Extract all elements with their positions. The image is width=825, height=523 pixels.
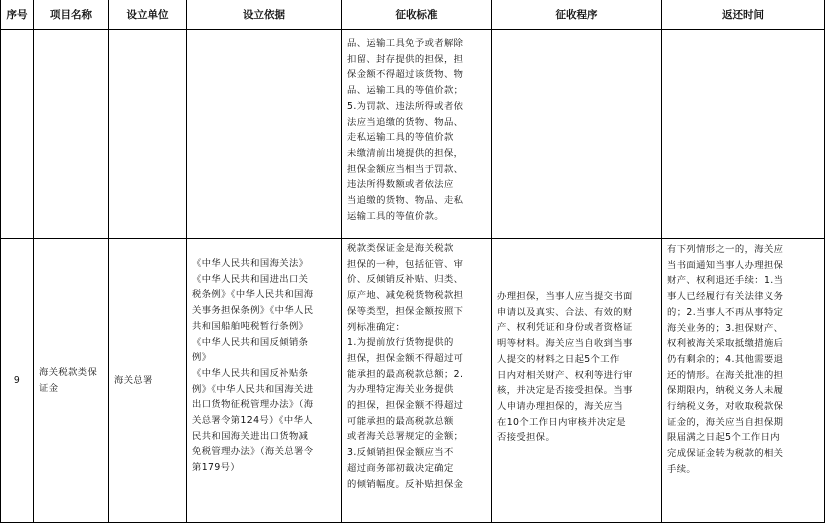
- text-line: 出口货物征税管理办法》（海: [192, 399, 314, 411]
- text-line: 海关业务的；3.担保财产、: [667, 322, 784, 334]
- text-line: 保金额不得超过该货物、物: [347, 69, 464, 81]
- text-line: 当书面通知当事人办理担保: [667, 259, 784, 271]
- text-line: 民共和国海关进出口货物减: [192, 430, 309, 442]
- text-line: 事人已经履行有关法律义务: [667, 291, 784, 303]
- text-line: 原产地、减免税货物税款担: [347, 290, 464, 302]
- text-line: 运输工具的等值价款。: [347, 210, 444, 222]
- text-line: 共和国船舶吨税暂行条例》: [192, 320, 309, 332]
- header-standard: 征收标准: [342, 0, 492, 30]
- text-line: 人提交的材料之日起5个工作: [497, 353, 620, 365]
- text-line: 担保的一种，包括征管、审: [347, 258, 464, 270]
- prev-return-cell: [662, 30, 825, 239]
- text-line: 人申请办理担保的，海关应当: [497, 400, 624, 412]
- text-line: 《中华人民共和国进出口关: [192, 273, 309, 285]
- row9-basis: [187, 239, 342, 523]
- text-line: 3.反倾销担保金额应当不: [347, 447, 454, 459]
- prev-unit-cell: [109, 30, 187, 239]
- text-line: 或者海关总署规定的金额；: [347, 431, 464, 443]
- text-line: 列标准确定：: [347, 321, 406, 333]
- text-line: 走私运输工具的等值价款: [347, 132, 454, 144]
- seq-value: 9: [13, 374, 21, 386]
- text-line: 权利被海关采取抵缴措施后: [667, 338, 784, 350]
- text-line: 的倾销幅度。反补贴担保金: [347, 478, 464, 490]
- text-line: 扣留、封存提供的担保，担: [347, 53, 464, 65]
- text-line: 担保，担保金额不得超过可: [347, 352, 464, 364]
- text-line: 证金的，海关应当自担保期: [667, 416, 784, 428]
- header-basis: 设立依据: [187, 0, 342, 30]
- text-line: 超过商务部初裁决定确定: [347, 462, 454, 474]
- text-line: 在10个工作日内审核并决定是: [497, 416, 626, 428]
- text-line: 违法所得数额或者依法应: [347, 179, 454, 191]
- text-line: 例》: [192, 352, 212, 364]
- prev-basis-cell: [187, 30, 342, 239]
- text-line: 还的情形。在海关批准的担: [667, 369, 784, 381]
- header-unit: 设立单位: [109, 0, 187, 30]
- text-line: 免税管理办法》（海关总署令: [192, 446, 314, 458]
- text-line: 申请以及真实、合法、有效的财: [497, 306, 633, 318]
- text-line: 限届满之日起5个工作日内: [667, 432, 780, 444]
- text-line: 当追缴的货物、物品、走私: [347, 195, 464, 207]
- text-line: 《中华人民共和国反补贴条: [192, 367, 309, 379]
- text-line: 品、运输工具的等值价款；: [347, 85, 464, 97]
- text-line: 法应当追缴的货物、物品、: [347, 116, 464, 128]
- row9-return-time: [662, 239, 825, 523]
- text-line: 的；2.当事人不再从事特定: [667, 306, 784, 318]
- text-line: 的担保，担保金额不得超过: [347, 400, 464, 412]
- text-line: 能承担的最高税款总额；2.: [347, 368, 464, 380]
- prev-standard-cell: [342, 30, 492, 239]
- text-line: 关事务担保条例》《中华人民: [192, 305, 314, 317]
- row9-name: [34, 239, 109, 523]
- text-line: 《中华人民共和国反倾销条: [192, 336, 309, 348]
- text-line: 为办理特定海关业务提供: [347, 384, 454, 396]
- text-line: 完成保证金转为税款的相关: [667, 448, 784, 460]
- text-line: 有下列情形之一的，海关应: [667, 244, 784, 255]
- text-line: 办理担保，当事人应当提交书面: [497, 291, 633, 302]
- text-line: 例》《中华人民共和国海关进: [192, 383, 314, 395]
- text-line: 可能承担的最高税款总额: [347, 415, 454, 427]
- text-line: 品、运输工具免予或者解除: [347, 38, 464, 49]
- prev-seq-cell: [1, 30, 34, 239]
- text-line: 行纳税义务，对收取税款保: [667, 401, 784, 413]
- unit-value: 海关总署: [114, 374, 153, 386]
- row9-unit: [109, 239, 187, 523]
- text-line: 产、权利凭证和身份或者资格证: [497, 322, 633, 334]
- header-return-time: 返还时间: [662, 0, 825, 30]
- text-line: 5.为罚款、违法所得或者依: [347, 100, 464, 112]
- prev-name-cell: [34, 30, 109, 239]
- header-procedure: 征收程序: [492, 0, 662, 30]
- row9-procedure: [492, 239, 662, 523]
- text-line: 手续。: [667, 463, 697, 475]
- text-line: 明等材料。海关应当自收到当事: [497, 338, 633, 350]
- project-name-value: 海关税款类保证金: [39, 366, 98, 394]
- text-line: 税款类保证金是海关税款: [347, 243, 454, 254]
- text-line: 财产、权利退还手续：1.当: [667, 275, 784, 287]
- header-project-name: 项目名称: [34, 0, 109, 30]
- prev-procedure-cell: [492, 30, 662, 239]
- text-line: 第179号）: [192, 462, 241, 474]
- text-line: 价、反倾销反补贴、归类、: [347, 274, 464, 286]
- text-line: 税条例》《中华人民共和国海: [192, 289, 314, 301]
- row9-seq: [1, 239, 34, 523]
- row9-standard: [342, 239, 492, 523]
- text-line: 日内对相关财产、权利等进行审: [497, 369, 633, 381]
- text-line: 担保金额应当相当于罚款、: [347, 163, 464, 175]
- text-line: 保期限内，纳税义务人未履: [667, 385, 784, 397]
- text-line: 否接受担保。: [497, 432, 556, 444]
- text-line: 1.为提前放行货物提供的: [347, 337, 454, 349]
- text-line: 未缴清前出境提供的担保，: [347, 147, 464, 159]
- text-line: 《中华人民共和国海关法》: [192, 258, 309, 269]
- text-line: 关总署令第124号）《中华人: [192, 415, 313, 427]
- text-line: 仍有剩余的；4.其他需要退: [667, 353, 784, 365]
- header-seq: 序号: [1, 0, 34, 30]
- text-line: 保等类型，担保金额按照下: [347, 305, 464, 317]
- text-line: 核，并决定是否接受担保。当事: [497, 385, 633, 397]
